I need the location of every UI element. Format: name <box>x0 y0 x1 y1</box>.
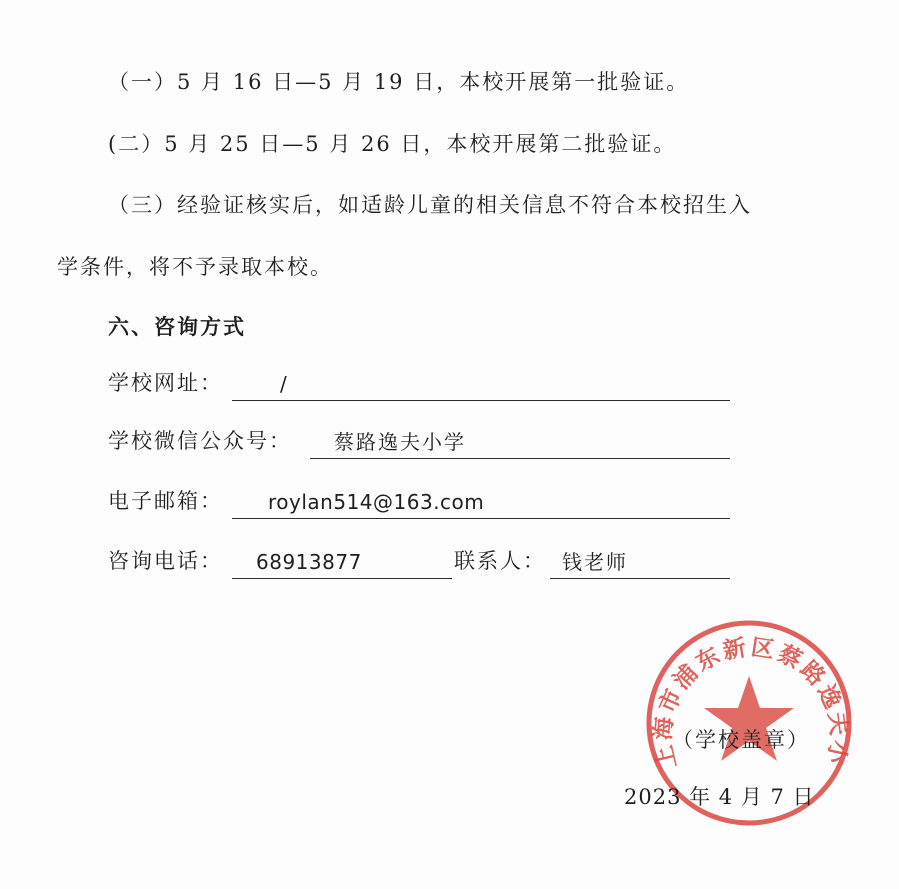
paragraph-verification-line-2: 学条件，将不予录取本校。 <box>57 255 333 279</box>
phone-field <box>108 546 738 580</box>
wechat-value: 蔡路逸夫小学 <box>334 430 466 454</box>
email-blank <box>232 486 730 519</box>
website-label: 学校网址： <box>108 371 223 395</box>
paragraph-second-batch: (二）5 月 25 日—5 月 26 日，本校开展第二批验证。 <box>108 132 677 156</box>
paragraph-first-batch: （一）5 月 16 日—5 月 19 日，本校开展第一批验证。 <box>108 70 690 94</box>
wechat-blank <box>310 426 730 459</box>
section-heading-contact: 六、咨询方式 <box>108 315 246 339</box>
contact-person-blank <box>550 546 730 579</box>
paragraph-verification-line-1: （三）经验证核实后，如适龄儿童的相关信息不符合本校招生入 <box>108 193 752 217</box>
website-blank <box>232 368 730 401</box>
email-value: roylan514@163.com <box>268 490 485 514</box>
contact-person-value: 钱老师 <box>562 550 628 574</box>
phone-label: 咨询电话： <box>108 549 223 573</box>
wechat-field <box>108 426 738 460</box>
document-date: 2023 年 4 月 7 日 <box>624 785 815 809</box>
email-field <box>108 486 738 520</box>
email-label: 电子邮箱： <box>108 489 223 513</box>
website-value: / <box>280 372 288 396</box>
phone-value: 68913877 <box>256 550 362 574</box>
stamp-caption: （学校盖章） <box>672 728 810 752</box>
wechat-label: 学校微信公众号： <box>108 429 292 453</box>
seal-text: 上海市浦东新区蔡路逸夫小 <box>649 633 853 772</box>
phone-blank <box>232 546 452 579</box>
website-field <box>108 368 738 402</box>
contact-person-label: 联系人： <box>454 549 546 573</box>
